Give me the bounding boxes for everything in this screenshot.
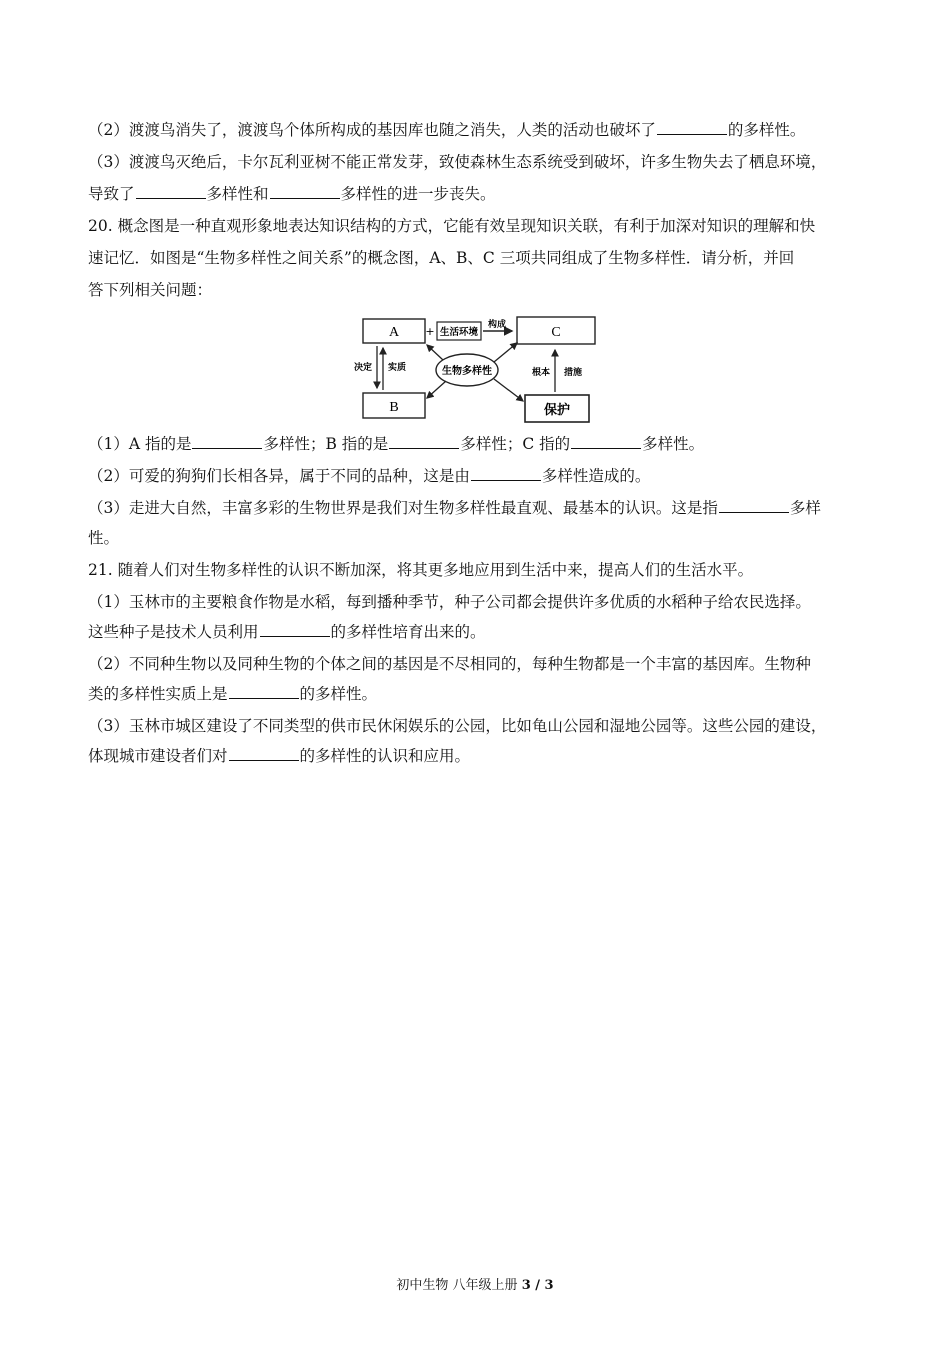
plus-sign: + (425, 325, 435, 338)
box-b-label: B (389, 400, 399, 415)
q19-part3-line1: （3）渡渡鸟灭绝后，卡尔瓦利亚树不能正常发芽，致使森林生态系统受到破坏，许多生物失去了栖息环境， (88, 153, 827, 171)
center-to-a-arrow (427, 345, 443, 360)
page-footer: 初中生物 八年级上册 3 / 3 (396, 1278, 554, 1293)
q20-intro-line3: 答下列相关问题： (88, 281, 213, 299)
q20-part3-line2: 性。 (88, 529, 120, 547)
env-label: 生活环境 (439, 327, 479, 338)
answer-blank[interactable] (571, 434, 641, 449)
biodiversity-concept-map (349, 312, 599, 428)
answer-blank[interactable] (471, 466, 541, 481)
q21-part3-line1: （3）玉林市城区建设了不同类型的供市民休闲娱乐的公园，比如龟山公园和湿地公园等。这些公园的建设， (88, 717, 827, 735)
q21-intro: 21. 随着人们对生物多样性的认识不断加深，将其更多地应用到生活中来，提高人们的生活水平。 (88, 561, 754, 579)
q20-intro-line1: 20. 概念图是一种直观形象地表达知识结构的方式，它能有效呈现知识关联，有利于加深对知识的理解和快 (88, 217, 816, 235)
answer-blank[interactable] (260, 622, 330, 637)
root-label: 根本 (531, 368, 551, 378)
measure-label: 措施 (563, 368, 583, 378)
answer-blank[interactable] (389, 434, 459, 449)
q20-part2: （2）可爱的狗狗们长相各异，属于不同的品种，这是由 多样性造成的。 (88, 467, 651, 485)
q20-part3-line1: （3）走进大自然，丰富多彩的生物世界是我们对生物多样性最直观、最基本的认识。这是指 多样 (88, 499, 821, 517)
box-c-label: C (551, 325, 561, 340)
q21-part3-line2: 体现城市建设者们对 的多样性的认识和应用。 (88, 747, 471, 765)
answer-blank[interactable] (229, 684, 299, 699)
compose-label: 构成 (487, 320, 507, 330)
center-label: 生物多样性 (442, 366, 492, 377)
q20-intro-line2: 速记忆．如图是“生物多样性之间关系”的概念图，A、B、C 三项共同组成了生物多样性．请分析，并回 (88, 249, 795, 267)
q21-part2-line1: （2）不同种生物以及同种生物的个体之间的基因是不尽相同的，每种生物都是一个丰富的基因库。生物种 (88, 655, 811, 673)
answer-blank[interactable] (229, 746, 299, 761)
center-to-protect-arrow (494, 379, 523, 401)
q19-part3-line2: 导致了 多样性和 多样性的进一步丧失。 (88, 185, 496, 203)
center-to-c-arrow (494, 343, 517, 362)
page-number: 3 / 3 (521, 1278, 554, 1293)
q20-part1: （1）A 指的是 多样性；B 指的是 多样性；C 指的 多样性。 (88, 435, 705, 453)
q19-part2: （2）渡渡鸟消失了，渡渡鸟个体所构成的基因库也随之消失，人类的活动也破坏了 的多样性。 (88, 121, 806, 139)
box-a-label: A (388, 325, 400, 340)
answer-blank[interactable] (719, 498, 789, 513)
q21-part1-line1: （1）玉林市的主要粮食作物是水稻，每到播种季节，种子公司都会提供许多优质的水稻种子给农民选择。 (88, 593, 811, 611)
q21-part2-line2: 类的多样性实质上是 的多样性。 (88, 685, 378, 703)
center-to-b-arrow (427, 381, 446, 398)
answer-blank[interactable] (657, 120, 727, 135)
answer-blank[interactable] (192, 434, 262, 449)
answer-blank[interactable] (136, 184, 206, 199)
essence-label: 实质 (387, 363, 407, 373)
protect-label: 保护 (543, 403, 571, 418)
answer-blank[interactable] (270, 184, 340, 199)
q21-part1-line2: 这些种子是技术人员利用 的多样性培育出来的。 (88, 623, 486, 641)
decide-label: 决定 (353, 363, 373, 373)
